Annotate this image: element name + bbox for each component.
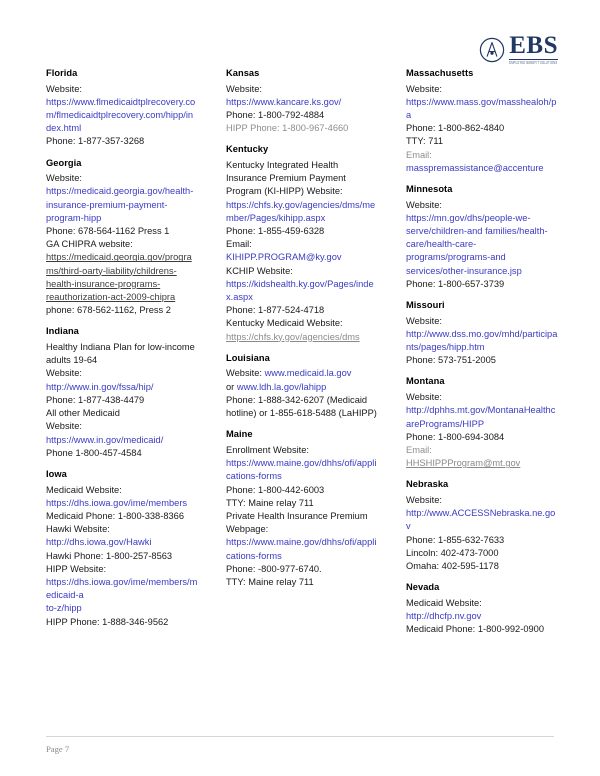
contact-line: Phone: 678-564-1162 Press 1 [46, 226, 170, 237]
contact-line: TTY: Maine relay 711 [226, 497, 314, 508]
state-block [406, 479, 558, 573]
contact-line: TTY: Maine relay 711 [226, 576, 314, 587]
contact-link[interactable]: http://dhs.iowa.gov/Hawki [46, 537, 152, 548]
contact-line [226, 367, 378, 380]
contact-link[interactable]: www.medicaid.la.gov [264, 368, 352, 379]
state-heading: Georgia [46, 157, 82, 168]
contact-link[interactable]: http://www.in.gov/fssa/hip/ [46, 381, 154, 392]
state-block [226, 144, 378, 343]
contact-line: Medicaid Website: [406, 597, 482, 608]
contact-line: Email: [406, 149, 432, 160]
state-block [46, 68, 198, 149]
state-heading: Minnesota [406, 184, 453, 195]
contact-link[interactable]: www.ldh.la.gov/lahipp [236, 381, 327, 392]
state-block [226, 353, 378, 420]
state-heading: Massachusetts [406, 68, 474, 78]
line-label: Website: [226, 368, 265, 379]
contact-link[interactable]: http://dhcfp.nv.gov [406, 610, 482, 621]
contact-line: Phone 1-800-457-4584 [46, 447, 142, 458]
contact-line: KCHIP Website: [226, 265, 293, 276]
state-block [406, 300, 558, 367]
contact-link[interactable]: https://kidshealth.ky.gov/Pages/index.aspx [226, 278, 374, 303]
contact-link[interactable]: https://mn.gov/dhs/people-we-serve/children-and families/health-care/health-care-programs/programs-and services/other-insurance.jsp [406, 212, 548, 276]
state-heading: Maine [226, 429, 253, 440]
contact-line: Phone: 1-800-862-4840 [406, 123, 505, 134]
contact-link[interactable]: HHSHIPPProgram@mt.gov [406, 458, 521, 469]
contact-link[interactable]: https://www.maine.gov/dhhs/ofi/applications-forms [226, 537, 377, 561]
logo-divider [509, 59, 558, 60]
contact-line: HIPP Phone: 1-800-967-4660 [226, 123, 349, 134]
state-block [46, 158, 198, 318]
contact-line: Lincoln: 402-473-7000 [406, 547, 499, 558]
state-heading: Iowa [46, 468, 67, 479]
column-2 [226, 68, 378, 645]
contact-line: Healthy Indiana Plan for low-income adults 19-64 [46, 342, 195, 366]
state-block [46, 326, 198, 459]
state-block [226, 429, 378, 589]
state-contacts-columns [46, 68, 562, 645]
contact-line: Phone: 1-800-792-4884 [226, 110, 325, 121]
contact-line: Website: [46, 173, 82, 184]
contact-link[interactable]: https://medicaid.georgia.gov/health-insurance-premium-payment-program-hipp [46, 186, 194, 223]
contact-line: phone: 678-562-1162, Press 2 [46, 305, 171, 316]
contact-link[interactable]: KIHIPP.PROGRAM@ky.gov [226, 252, 342, 263]
contact-line: Phone: 1-877-357-3268 [46, 136, 145, 147]
contact-line: Email: [226, 239, 252, 250]
contact-link[interactable]: https://www.kancare.ks.gov/ [226, 96, 342, 107]
ebs-logo [479, 34, 558, 64]
contact-line: Enrollment Website: [226, 444, 310, 455]
contact-line: Phone: 1-855-459-6328 [226, 226, 325, 237]
contact-link[interactable]: https://chfs.ky.gov/agencies/dms [226, 331, 360, 342]
page-footer [46, 736, 554, 754]
contact-link[interactable]: http://dphhs.mt.gov/MontanaHealthcarePrograms/HIPP [406, 405, 556, 429]
state-block [406, 376, 558, 470]
contact-line: Hawki Website: [46, 524, 110, 535]
state-block [46, 469, 198, 629]
contact-line: Website: [46, 421, 82, 432]
column-3 [406, 68, 558, 645]
contact-line: HIPP Website: [46, 563, 107, 574]
contact-line: Website: [406, 199, 442, 210]
state-block [406, 184, 558, 291]
state-block [406, 68, 558, 175]
contact-line: Website: [406, 83, 442, 94]
contact-line: Phone: -800-977-6740. [226, 563, 322, 574]
contact-line: Website: [46, 83, 82, 94]
contact-line: Website: [226, 83, 262, 94]
state-heading: Kentucky [226, 144, 269, 155]
state-heading: Indiana [46, 326, 79, 337]
footer-divider [46, 736, 554, 737]
contact-link[interactable]: http://www.ACCESSNebraska.ne.gov [406, 508, 556, 532]
contact-link[interactable]: https://dhs.iowa.gov/ime/members [46, 497, 188, 508]
contact-line: Website: [406, 494, 442, 505]
contact-line: Phone: 1-855-632-7633 [406, 534, 505, 545]
contact-line: Private Health Insurance Premium Webpage: [226, 510, 368, 535]
contact-line: Kentucky Medicaid Website: [226, 318, 343, 329]
page-number: Page 7 [46, 744, 70, 754]
state-heading: Nevada [406, 582, 440, 593]
contact-link[interactable]: to-z/hipp [46, 603, 82, 614]
contact-line: Phone: 1-800-657-3739 [406, 278, 505, 289]
state-heading: Louisiana [226, 352, 270, 363]
state-heading: Nebraska [406, 479, 449, 490]
contact-link[interactable]: https://www.mass.gov/masshealoh/pa [406, 96, 557, 121]
logo-wordmark: EBS [509, 32, 558, 59]
logo-tagline: EMPLOYEE BENEFIT SOLUTIONS [509, 60, 558, 66]
state-heading: Kansas [226, 68, 260, 78]
contact-line: Website: [406, 392, 442, 403]
contact-link[interactable]: https://medicaid.georgia.gov/programs/third-oarty-liability/childrens-health-insurance-programs-reauthorization-act-2009-chipra [46, 252, 192, 303]
contact-link[interactable]: masspremassistance@accenture [406, 162, 544, 173]
contact-link[interactable]: https://chfs.ky.gov/agencies/dms/member/Pages/kihipp.aspx [226, 199, 376, 223]
contact-line: Omaha: 402-595-1178 [406, 560, 499, 571]
contact-line [226, 381, 378, 394]
contact-line: Medicaid Phone: 1-800-992-0900 [406, 624, 545, 635]
contact-link[interactable]: http://www.dss.mo.gov/mhd/participants/pages/hipp.htm [406, 328, 558, 353]
contact-link[interactable]: https://www.maine.gov/dhhs/ofi/applications-forms [226, 458, 377, 482]
contact-link[interactable]: https://www.in.gov/medicaid/ [46, 434, 164, 445]
contact-line: Phone: 1-800-442-6003 [226, 484, 325, 495]
contact-line: Phone: 1-877-438-4479 [46, 394, 145, 405]
contact-line: GA CHIPRA website: [46, 239, 133, 250]
state-heading: Missouri [406, 300, 445, 311]
contact-line: Email: [406, 444, 432, 455]
contact-line: Kentucky Integrated Health Insurance Premium Payment Program (KI-HIPP) Website: [226, 160, 346, 197]
state-block [226, 68, 378, 135]
contact-line: Website: [406, 315, 442, 326]
state-heading: Montana [406, 376, 445, 387]
contact-link[interactable]: https://dhs.iowa.gov/ime/members/medicaid-a [46, 576, 198, 601]
circled-a-monogram-icon [479, 37, 505, 63]
contact-line: HIPP Phone: 1-888-346-9562 [46, 616, 169, 627]
line-label: or [226, 381, 237, 392]
contact-line: Medicaid Website: [46, 484, 122, 495]
contact-line: Medicaid Phone: 1-800-338-8366 [46, 510, 185, 521]
state-block [406, 582, 558, 636]
state-heading: Florida [46, 68, 78, 78]
contact-line: All other Medicaid [46, 408, 120, 419]
contact-line: Hawki Phone: 1-800-257-8563 [46, 550, 173, 561]
contact-line: Website: [46, 368, 82, 379]
contact-link[interactable]: https://www.flmedicaidtplrecovery.com/flmedicaidtplrecovery.com/hipp/index.html [46, 96, 196, 134]
contact-line: Phone: 573-751-2005 [406, 355, 496, 366]
contact-line: Phone: 1-888-342-6207 (Medicaid hotline) or 1-855-618-5488 (LaHIPP) [226, 394, 377, 419]
column-1 [46, 68, 198, 645]
contact-line: Phone: 1-877-524-4718 [226, 305, 325, 316]
contact-line: TTY: 711 [406, 136, 444, 147]
contact-line: Phone: 1-800-694-3084 [406, 431, 505, 442]
